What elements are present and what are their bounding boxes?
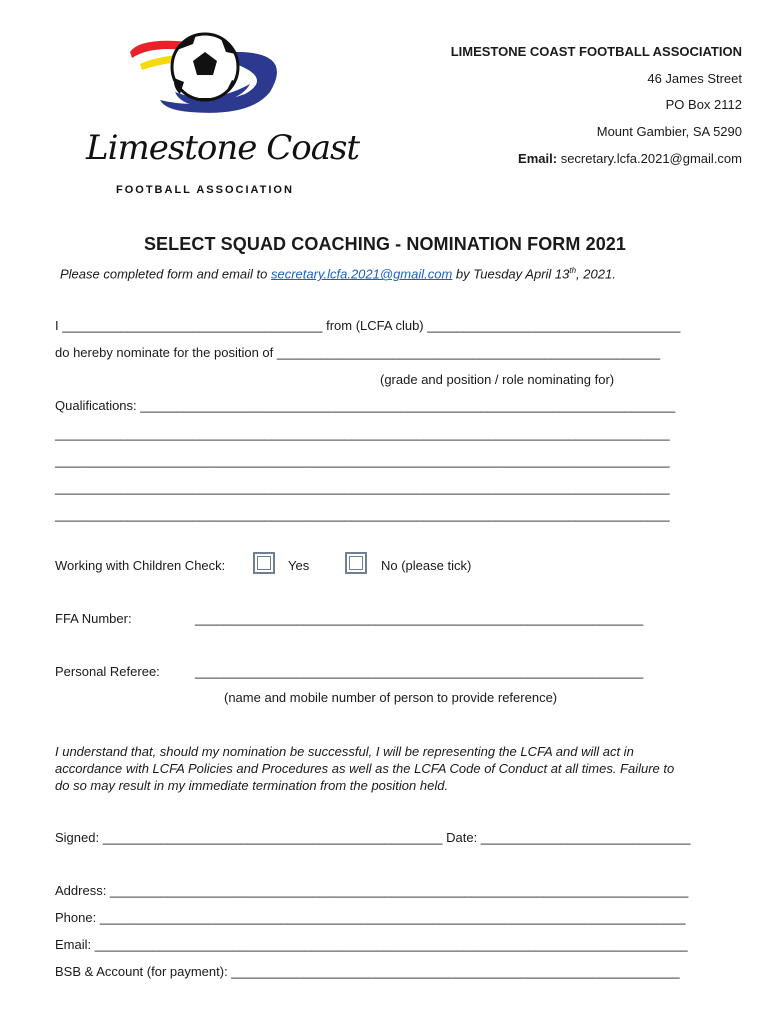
wwcc-yes-checkbox[interactable] [253,552,275,574]
email-label: Email: [518,151,558,166]
declaration-line-1: I understand that, should my nomination be successful, I will be representing the LCFA and will act in [55,744,634,759]
header-email [518,151,742,167]
wwcc-yes-label: Yes [288,558,310,573]
declaration-line-2: accordance with LCFA Policies and Procedures as well as the LCFA Code of Conduct at all times. Failure to [55,761,675,776]
wwcc-no-checkbox[interactable] [345,552,367,574]
form-instructions [60,266,616,281]
signed-date-field[interactable]: Signed: _______________________________________________ Date: _____________________________ [55,830,691,845]
logo-sub-text: FOOTBALL ASSOCIATION [116,184,294,196]
qualifications-line-3[interactable]: _____________________________________________________________________________________ [55,480,670,495]
email-field[interactable]: Email: __________________________________________________________________________________ [55,937,688,952]
po-box: PO Box 2112 [665,97,742,112]
qualifications-field[interactable]: Qualifications: __________________________________________________________________________ [55,398,676,413]
instructions-middle: by Tuesday April 13 [452,266,570,282]
instructions-email-link[interactable]: secretary.lcfa.2021@gmail.com [271,266,453,282]
qualifications-line-1[interactable]: _____________________________________________________________________________________ [55,426,670,441]
street-address: 46 James Street [647,71,742,86]
referee-field[interactable]: ______________________________________________________________ [195,664,644,679]
logo-script-text: Limestone Coast [86,128,360,168]
ffa-number-field[interactable]: ______________________________________________________________ [195,611,644,626]
referee-label: Personal Referee: [55,664,160,679]
form-title: SELECT SQUAD COACHING - NOMINATION FORM 2021 [143,234,627,254]
org-name: LIMESTONE COAST FOOTBALL ASSOCIATION [450,44,742,59]
ffa-label: FFA Number: [55,611,132,626]
email-value[interactable]: secretary.lcfa.2021@gmail.com [560,151,742,166]
position-hint: (grade and position / role nominating for) [380,372,615,387]
position-field[interactable]: do hereby nominate for the position of _____________________________________________________ [55,345,661,360]
soccer-ball-logo-icon [80,22,330,202]
qualifications-line-2[interactable]: _____________________________________________________________________________________ [55,453,670,468]
instructions-suffix: , 2021. [576,266,616,282]
wwcc-label: Working with Children Check: [55,558,226,573]
phone-field[interactable]: Phone: _________________________________________________________________________________ [55,910,686,925]
bsb-account-field[interactable]: BSB & Account (for payment): ______________________________________________________________ [55,964,680,979]
declaration-text [55,743,750,794]
instructions-prefix: Please completed form and email to [60,266,271,282]
referee-hint: (name and mobile number of person to provide reference) [224,690,558,705]
instructions-sup: th [569,266,577,275]
address-field[interactable]: Address: ________________________________________________________________________________ [55,883,689,898]
wwcc-no-label: No (please tick) [381,558,472,573]
qualifications-line-4[interactable]: _____________________________________________________________________________________ [55,507,670,522]
lcfa-logo [80,22,360,202]
declaration-line-3: do so may result in my immediate termination from the position held. [55,778,449,793]
name-club-field[interactable]: I ____________________________________ from (LCFA club) ___________________________________ [55,318,681,333]
city-state: Mount Gambier, SA 5290 [596,124,742,139]
